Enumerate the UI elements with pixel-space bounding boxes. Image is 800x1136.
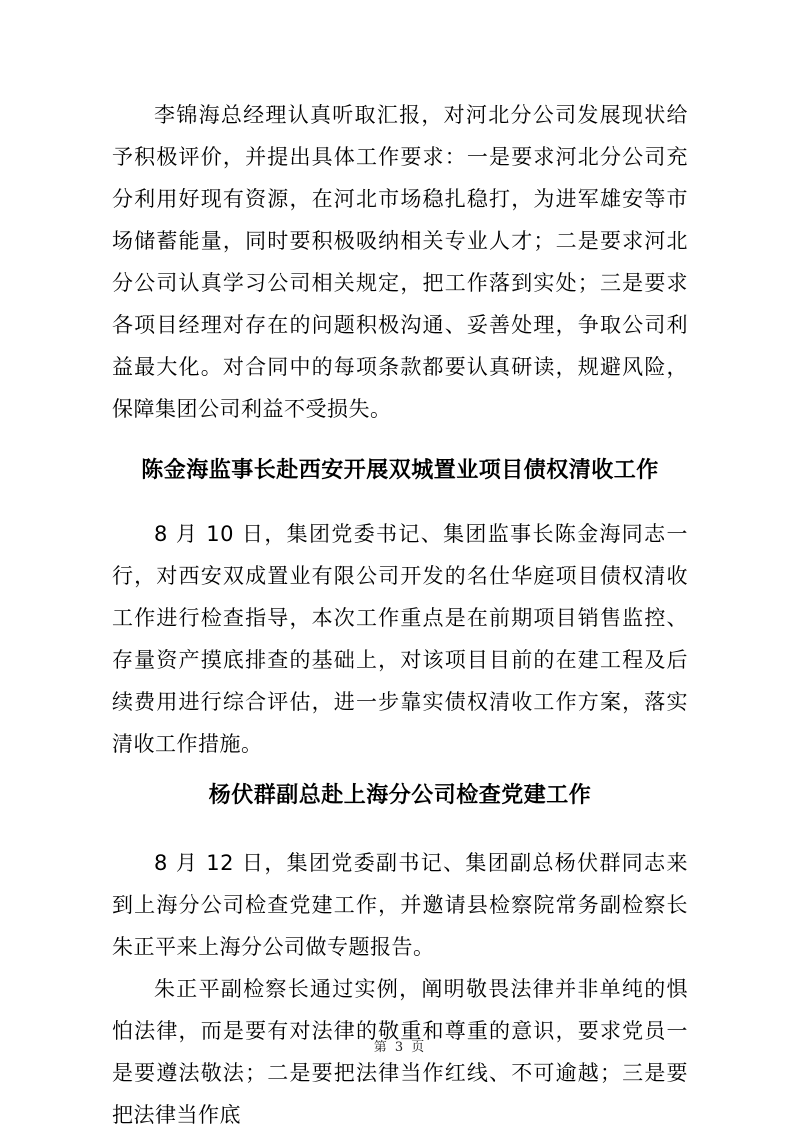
body-paragraph: 8 月 12 日，集团党委副书记、集团副总杨伏群同志来到上海分公司检查党建工作，并邀请县检察院常务副检察长朱正平来上海分公司做专题报告。 bbox=[112, 851, 688, 959]
page-number: 第 3 页 bbox=[373, 1040, 427, 1055]
body-paragraph: 8 月 10 日，集团党委书记、集团监事长陈金海同志一行，对西安双成置业有限公司开发的名仕华庭项目债权清收工作进行检查指导，本次工作重点是在前期项目销售监控、存量资产摸底排查的基础上，对该项目目前的在建工程及后续费用进行综合评估，进一步靠实债权清收工作方案，落实清收工作措施。 bbox=[112, 522, 688, 756]
section-heading-party-building: 杨伏群副总赴上海分公司检查党建工作 bbox=[208, 783, 592, 808]
body-paragraph: 朱正平副检察长通过实例，阐明敬畏法律并非单纯的惧怕法律，而是要有对法律的敬重和尊重的意识，要求党员一是要遵法敬法；二是要把法律当作红线、不可逾越；三是要把法律当作底 bbox=[112, 977, 688, 1127]
page-footer bbox=[0, 1036, 800, 1055]
body-paragraph: 李锦海总经理认真听取汇报，对河北分公司发展现状给予积极评价，并提出具体工作要求：一是要求河北分公司充分利用好现有资源，在河北市场稳扎稳打，为进军雄安等市场储蓄能量，同时要积极吸纳相关专业人才；二是要求河北分公司认真学习公司相关规定，把工作落到实处；三是要求各项目经理对存在的问题积极沟通、妥善处理，争取公司利益最大化。对合同中的每项条款都要认真研读，规避风险，保障集团公司利益不受损失。 bbox=[112, 103, 688, 421]
section-heading-debt-collection: 陈金海监事长赴西安开展双城置业项目债权清收工作 bbox=[141, 458, 659, 483]
document-page bbox=[112, 94, 688, 1136]
